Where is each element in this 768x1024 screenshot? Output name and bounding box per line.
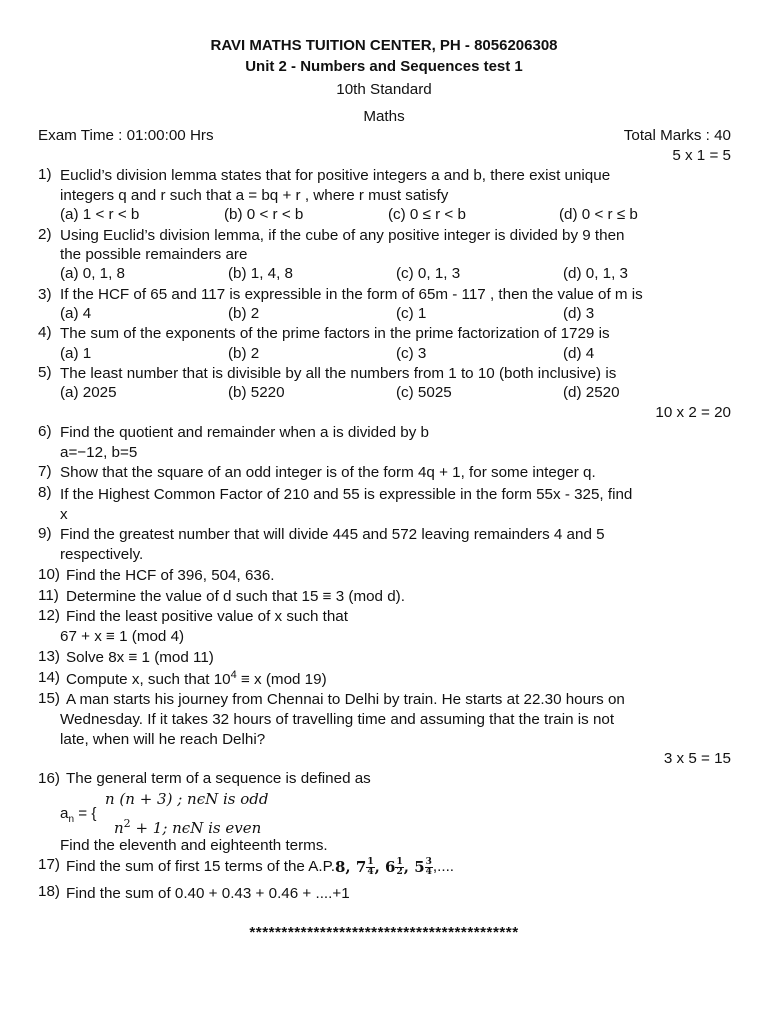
- fraction: $\frac{3}{4}$: [425, 856, 432, 877]
- question-text: Find the sum of 0.40 + 0.43 + 0.46 + ....+1: [66, 885, 350, 902]
- term-subscript: n: [68, 814, 75, 826]
- option-a: (a) 4: [60, 305, 92, 322]
- question-text: a=−12, b=5: [60, 444, 138, 461]
- question-text-prefix: Find the sum of first 15 terms of the A.P.: [66, 858, 335, 875]
- unit-title: Unit 2 - Numbers and Sequences test 1: [245, 58, 523, 75]
- term-symbol: a: [60, 805, 69, 822]
- question-text: 67 + x ≡ 1 (mod 4): [60, 628, 185, 645]
- question-text: Find the eleventh and eighteenth terms.: [60, 837, 328, 854]
- question-number: 10): [38, 566, 60, 583]
- question-number: 13): [38, 648, 60, 665]
- question-text: The general term of a sequence is defined as: [66, 770, 371, 787]
- option-d: (d) 2520: [563, 384, 620, 401]
- question-text: the possible remainders are: [60, 246, 248, 263]
- standard-label: 10th Standard: [336, 81, 432, 98]
- question-text: Solve 8x ≡ 1 (mod 11): [66, 649, 214, 666]
- question-number: 17): [38, 856, 60, 873]
- question-text: [66, 670, 327, 687]
- question-number: 15): [38, 690, 60, 707]
- equals-brace: = {: [74, 805, 97, 822]
- question-number: 4): [38, 324, 52, 341]
- option-c: (c) 5025: [396, 384, 452, 401]
- case-even-base: n: [114, 819, 124, 837]
- question-text: x: [60, 506, 68, 523]
- fraction: $\frac{1}{2}$: [396, 856, 403, 877]
- question-number: 9): [38, 525, 52, 542]
- question-number: 8): [38, 484, 52, 501]
- option-c: (c) 0, 1, 3: [396, 265, 461, 282]
- option-c: (c) 0 ≤ r < b: [388, 206, 466, 223]
- question-number: 14): [38, 669, 60, 686]
- option-a: (a) 0, 1, 8: [60, 265, 125, 282]
- question-text: [66, 857, 454, 877]
- question-text: Wednesday. If it takes 32 hours of travelling time and assuming that the train is not: [60, 711, 615, 728]
- sequence-term: [60, 806, 96, 825]
- case-even-rest: + 1; nϵN is even: [130, 819, 262, 837]
- question-number: 12): [38, 607, 60, 624]
- question-number: 18): [38, 883, 60, 900]
- option-b: (b) 5220: [228, 384, 285, 401]
- ap-term: 8, 7: [335, 858, 367, 876]
- question-text: The least number that is divisible by all the numbers from 1 to 10 (both inclusive) is: [60, 365, 617, 382]
- section3-marks: 3 x 5 = 15: [663, 750, 731, 767]
- question-text: respectively.: [60, 546, 144, 563]
- total-marks: Total Marks : 40: [623, 127, 731, 144]
- option-d: (d) 0 < r ≤ b: [559, 206, 638, 223]
- question-text: Determine the value of d such that 15 ≡ 3 (mod d).: [66, 588, 405, 605]
- option-a: (a) 1 < r < b: [60, 206, 140, 223]
- question-number: 11): [38, 587, 59, 604]
- exponent: 4: [230, 669, 237, 681]
- question-number: 16): [38, 770, 60, 787]
- question-text: Find the quotient and remainder when a is divided by b: [60, 424, 429, 441]
- question-number: 3): [38, 286, 52, 303]
- option-c: (c) 1: [396, 305, 427, 322]
- question-text: integers q and r such that a = bq + r , where r must satisfy: [60, 187, 449, 204]
- question-number: 6): [38, 423, 52, 440]
- question-text: Using Euclid’s division lemma, if the cube of any positive integer is divided by 9 then: [60, 227, 625, 244]
- case-even-exp: 2: [123, 817, 131, 830]
- center-title: RAVI MATHS TUITION CENTER, PH - 8056206308: [210, 37, 558, 54]
- question-text: Find the HCF of 396, 504, 636.: [66, 567, 275, 584]
- question-number: 1): [38, 166, 52, 183]
- fraction: $\frac{1}{4}$: [367, 856, 374, 877]
- section1-marks: 5 x 1 = 5: [672, 147, 731, 164]
- option-a: (a) 1: [60, 345, 92, 362]
- option-b: (b) 1, 4, 8: [228, 265, 293, 282]
- case-odd: n (n + 3) ; nϵN is odd: [105, 790, 269, 808]
- question-text: If the HCF of 65 and 117 is expressible in the form of 65m - 117 , then the value of m is: [60, 286, 643, 303]
- question-text: Find the least positive value of x such that: [66, 608, 348, 625]
- option-d: (d) 4: [563, 345, 595, 362]
- option-c: (c) 3: [396, 345, 427, 362]
- question-number: 2): [38, 226, 52, 243]
- option-b: (b) 2: [228, 305, 260, 322]
- question-text-suffix: ,....: [432, 858, 455, 875]
- case-even: [114, 818, 261, 836]
- section2-marks: 10 x 2 = 20: [655, 404, 731, 421]
- subject-label: Maths: [363, 108, 405, 125]
- option-d: (d) 0, 1, 3: [563, 265, 628, 282]
- question-text: Show that the square of an odd integer is of the form 4q + 1, for some integer q.: [60, 464, 596, 481]
- question-number: 7): [38, 463, 52, 480]
- question-text-suffix: ≡ x (mod 19): [236, 671, 327, 689]
- question-text: late, when will he reach Delhi?: [60, 731, 266, 748]
- question-text: If the Highest Common Factor of 210 and 55 is expressible in the form 55x - 325, find: [60, 486, 633, 503]
- question-text: The sum of the exponents of the prime factors in the prime factorization of 1729 is: [60, 325, 610, 342]
- option-b: (b) 2: [228, 345, 260, 362]
- question-number: 5): [38, 364, 52, 381]
- question-text: A man starts his journey from Chennai to Delhi by train. He starts at 22.30 hours on: [66, 691, 625, 708]
- ap-term: , 6: [374, 858, 396, 876]
- option-d: (d) 3: [563, 305, 595, 322]
- exam-time: Exam Time : 01:00:00 Hrs: [38, 127, 214, 144]
- question-text: Find the greatest number that will divide 445 and 572 leaving remainders 4 and 5: [60, 526, 605, 543]
- question-text-prefix: Compute x, such that 10: [66, 671, 231, 689]
- option-b: (b) 0 < r < b: [224, 206, 304, 223]
- footer-stars: ******************************************: [249, 924, 519, 941]
- ap-term: , 5: [403, 858, 425, 876]
- question-text: Euclid’s division lemma states that for positive integers a and b, there exist unique: [60, 167, 611, 184]
- option-a: (a) 2025: [60, 384, 117, 401]
